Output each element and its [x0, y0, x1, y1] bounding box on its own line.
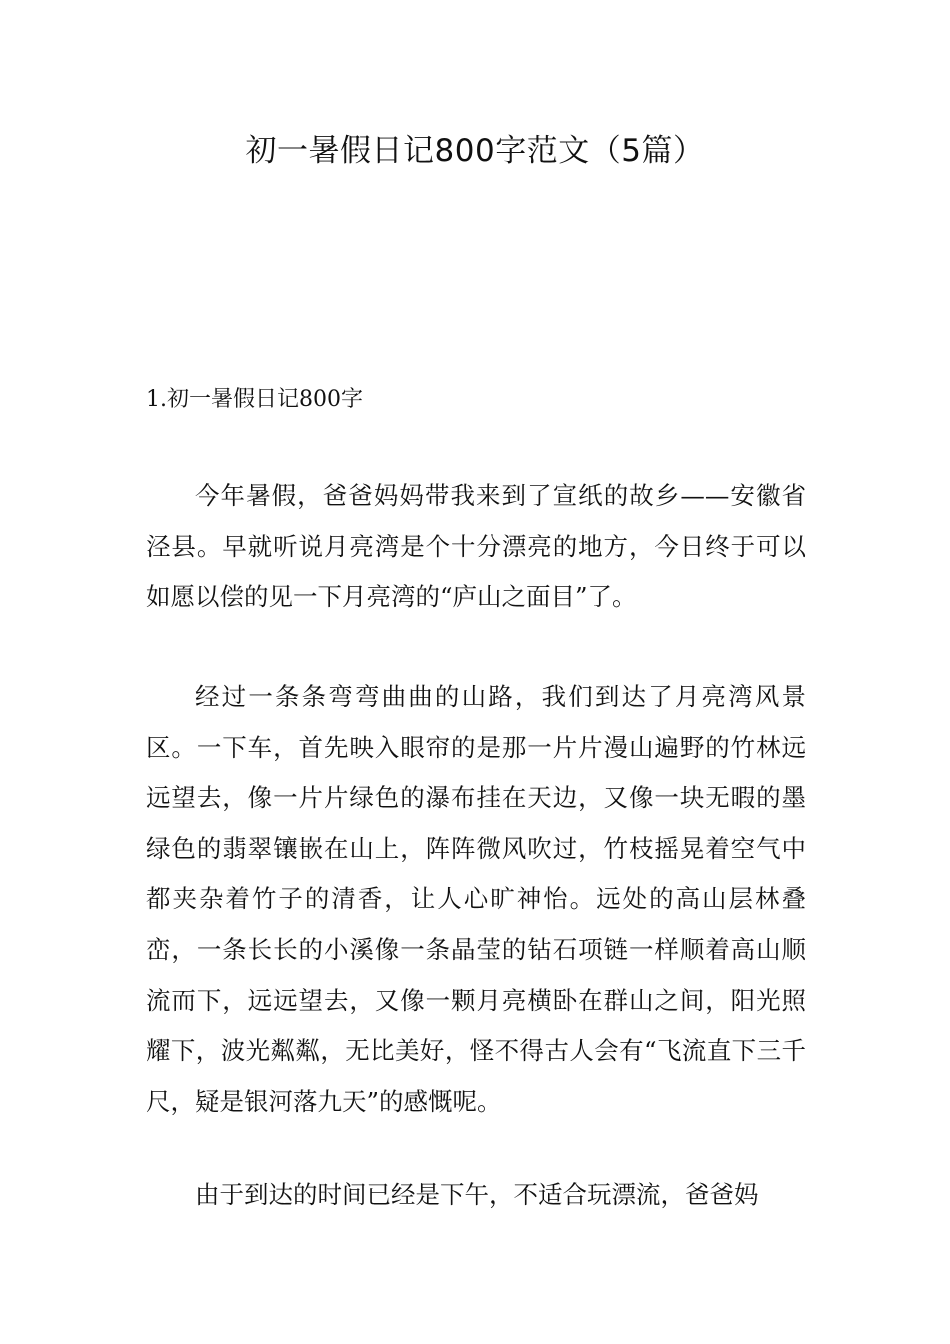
paragraph-1: 今年暑假，爸爸妈妈带我来到了宣纸的故乡——安徽省泾县。早就听说月亮湾是个十分漂亮的地方，今日终于可以如愿以偿的见一下月亮湾的“庐山之面目”了。: [146, 481, 806, 612]
section-heading: 1.初一暑假日记800字: [146, 387, 363, 412]
document-title: 初一暑假日记800字范文（5篇）: [245, 133, 705, 169]
paragraph-3: 由于到达的时间已经是下午，不适合玩漂流，爸爸妈: [195, 1180, 759, 1209]
paragraph-2: 经过一条条弯弯曲曲的山路，我们到达了月亮湾风景区。一下车，首先映入眼帘的是那一片片漫山遍野的竹林远远望去，像一片片绿色的瀑布挂在天边，又像一块无暇的墨绿色的翡翠镶嵌在山上，阵阵微风吹过，竹枝摇晃着空气中都夹杂着竹子的清香，让人心旷神怡。远处的高山层林叠峦，一条长长的小溪像一条晶莹的钻石项链一样顺着高山顺流而下，远远望去，又像一颗月亮横卧在群山之间，阳光照耀下，波光粼粼，无比美好，怪不得古人会有“飞流直下三千尺，疑是银河落九天”的感慨呢。: [146, 682, 806, 1116]
